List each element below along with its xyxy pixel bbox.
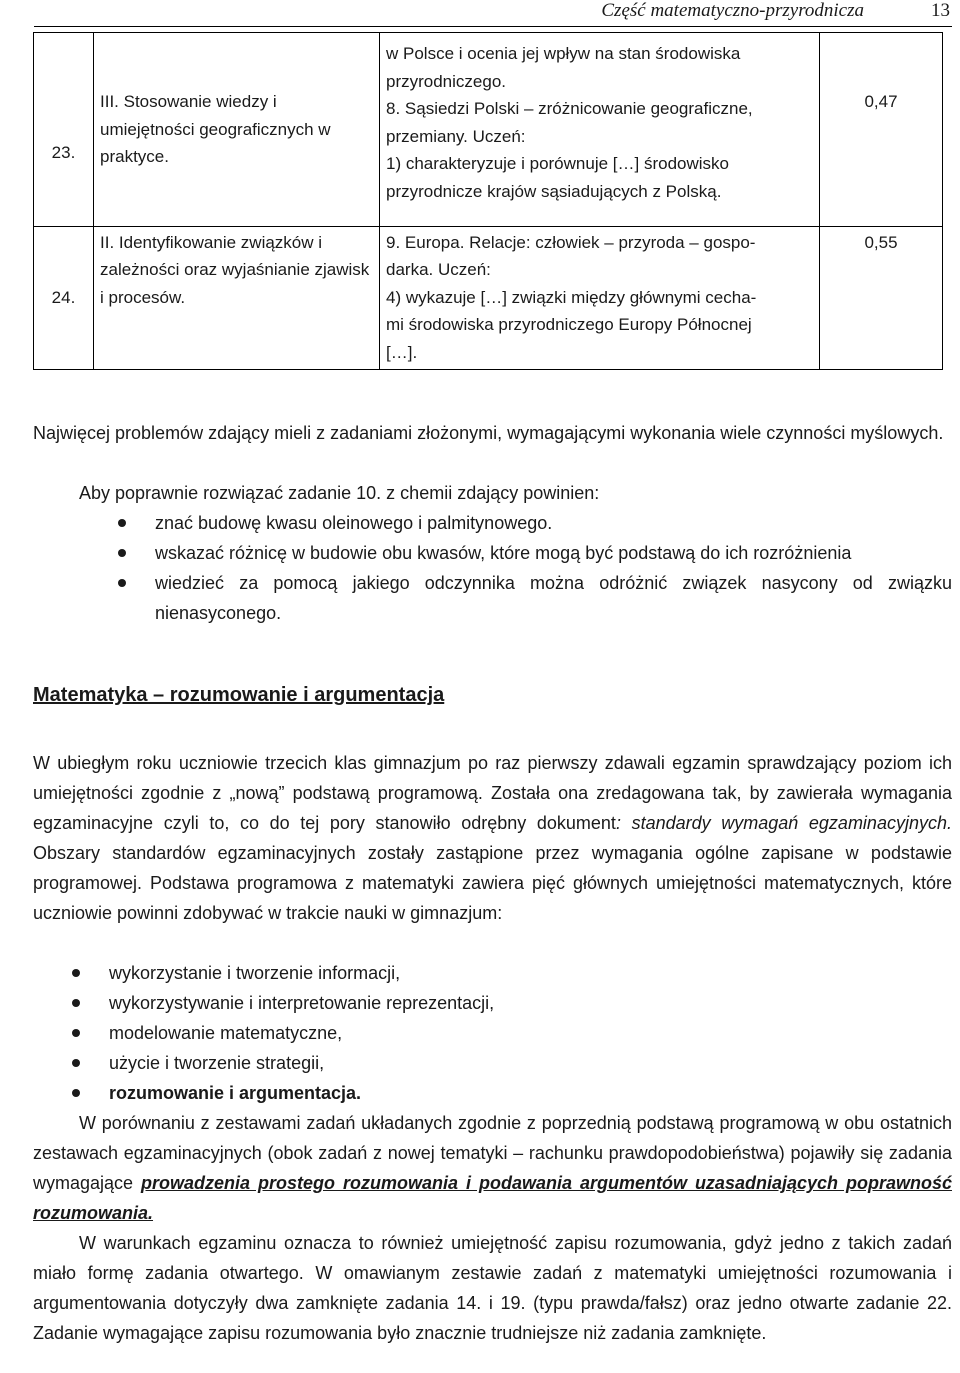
table-row: [34, 40, 943, 226]
list-item: znać budowę kwasu oleinowego i palmitynowego.: [155, 508, 952, 538]
bullet-icon: [72, 969, 80, 977]
table-top-gap: [34, 33, 943, 41]
list-item: modelowanie matematyczne,: [109, 1018, 952, 1048]
task-requirement: [380, 40, 820, 226]
section-title: Część matematyczno-przyrodnicza: [601, 0, 864, 21]
task-area: II. Identyfikowanie związków i zależności oraz wyjaśnianie zjawisk i procesów.: [94, 226, 380, 369]
req-line: 1) charakteryzuje i porównuje […] środowisko: [386, 154, 729, 173]
paragraph-math-intro: W ubiegłym roku uczniowie trzecich klas gimnazjum po raz pierwszy zdawali egzamin sprawdzający poziom ich umiejętności zgodnie z „nową” podstawą programową. Została ona zredagowana tak, by zawierała wymagania egzaminacyjne czyli to, co do tej pory stanowiło odrębny dokument: standardy wymagań egzaminacyjnych. Obszary standardów egzaminacyjnych zostały zastąpione przez wymagania ogólne zapisane w podstawie programowej. Podstawa programowa z matematyki zawiera pięć głównych umiejętności matematycznych, które uczniowie powinni zdobywać w trakcie nauki w gimnazjum:: [33, 753, 952, 923]
chem-bullet-list: [155, 508, 952, 628]
paragraph-exam-conditions: W warunkach egzaminu oznacza to również umiejętność zapisu rozumowania, gdyż jedno z takich zadań miało formę zadania otwartego. W omawianym zestawie zadań z matematyki umiejętności rozumowania i argumentowania dotyczyły dwa zamknięte zadania 14. i 19. (typu prawda/fałsz) oraz jedno otwarte zadanie 22. Zadanie wymagające zapisu rozumowania było znacznie trudniejsze niż zadania zamknięte.: [33, 1233, 952, 1343]
math-bullet-list: [109, 958, 952, 1108]
req-line: mi środowiska przyrodniczego Europy Północnej: [386, 315, 752, 334]
list-item: rozumowanie i argumentacja.: [109, 1078, 952, 1108]
req-line: przemiany. Uczeń:: [386, 126, 526, 146]
page-header: [34, 0, 952, 27]
paragraph-problems: Najwięcej problemów zdający mieli z zadaniami złożonymi, wymagającymi wykonania wiele czynności myślowych.: [33, 423, 944, 443]
req-line: darka. Uczeń:: [386, 260, 491, 279]
table-row: [34, 226, 943, 369]
task-score: 0,55: [820, 226, 943, 369]
bullet-icon: [118, 579, 126, 587]
req-line: w Polsce i ocenia jej wpływ na stan środowiska: [386, 44, 741, 63]
req-line: przyrodniczego.: [386, 71, 507, 91]
list-item: wskazać różnicę w budowie obu kwasów, które mogą być podstawą do ich rozróżnienia: [155, 538, 952, 568]
bullet-icon: [72, 1059, 80, 1067]
list-item: wykorzystanie i tworzenie informacji,: [109, 958, 952, 988]
task-score: 0,47: [820, 40, 943, 226]
paragraph-chem-intro: Aby poprawnie rozwiązać zadanie 10. z chemii zdający powinien:: [79, 483, 600, 503]
task-number: 24.: [34, 226, 94, 369]
bullet-icon: [72, 1029, 80, 1037]
bullet-icon: [118, 519, 126, 527]
list-item: wiedzieć za pomocą jakiego odczynnika można odróżnić związek nasycony od związku nienasyconego.: [155, 568, 952, 628]
section-heading: Matematyka – rozumowanie i argumentacja: [33, 684, 445, 706]
page-number: 13: [931, 0, 950, 21]
req-line: 4) wykazuje […] związki między głównymi cecha-: [386, 287, 757, 307]
req-line: przyrodnicze krajów sąsiadujących z Polską.: [386, 181, 722, 201]
results-table: [33, 32, 943, 370]
bullet-icon: [72, 999, 80, 1007]
paragraph-comparison: W porównaniu z zestawami zadań układanych zgodnie z poprzednią podstawą programową w obu ostatnich zestawach egzaminacyjnych (obok zadań z nowej tematyki – rachunku prawdopodobieństwa) pojawiły się zadania wymagające prowadzenia prostego rozumowania i podawania argumentów uzasadniających poprawność rozumowania.: [33, 1113, 952, 1223]
list-item: wykorzystywanie i interpretowanie reprezentacji,: [109, 988, 952, 1018]
list-item: użycie i tworzenie strategii,: [109, 1048, 952, 1078]
bullet-icon: [72, 1089, 80, 1097]
bullet-icon: [118, 549, 126, 557]
req-line: […].: [386, 342, 418, 362]
task-number: 23.: [34, 40, 94, 226]
req-line: 9. Europa. Relacje: człowiek – przyroda – gospo-: [386, 232, 756, 252]
req-line: 8. Sąsiedzi Polski – zróżnicowanie geograficzne,: [386, 99, 753, 118]
task-area: III. Stosowanie wiedzy i umiejętności geograficznych w praktyce.: [94, 40, 380, 226]
task-requirement: [380, 226, 820, 369]
